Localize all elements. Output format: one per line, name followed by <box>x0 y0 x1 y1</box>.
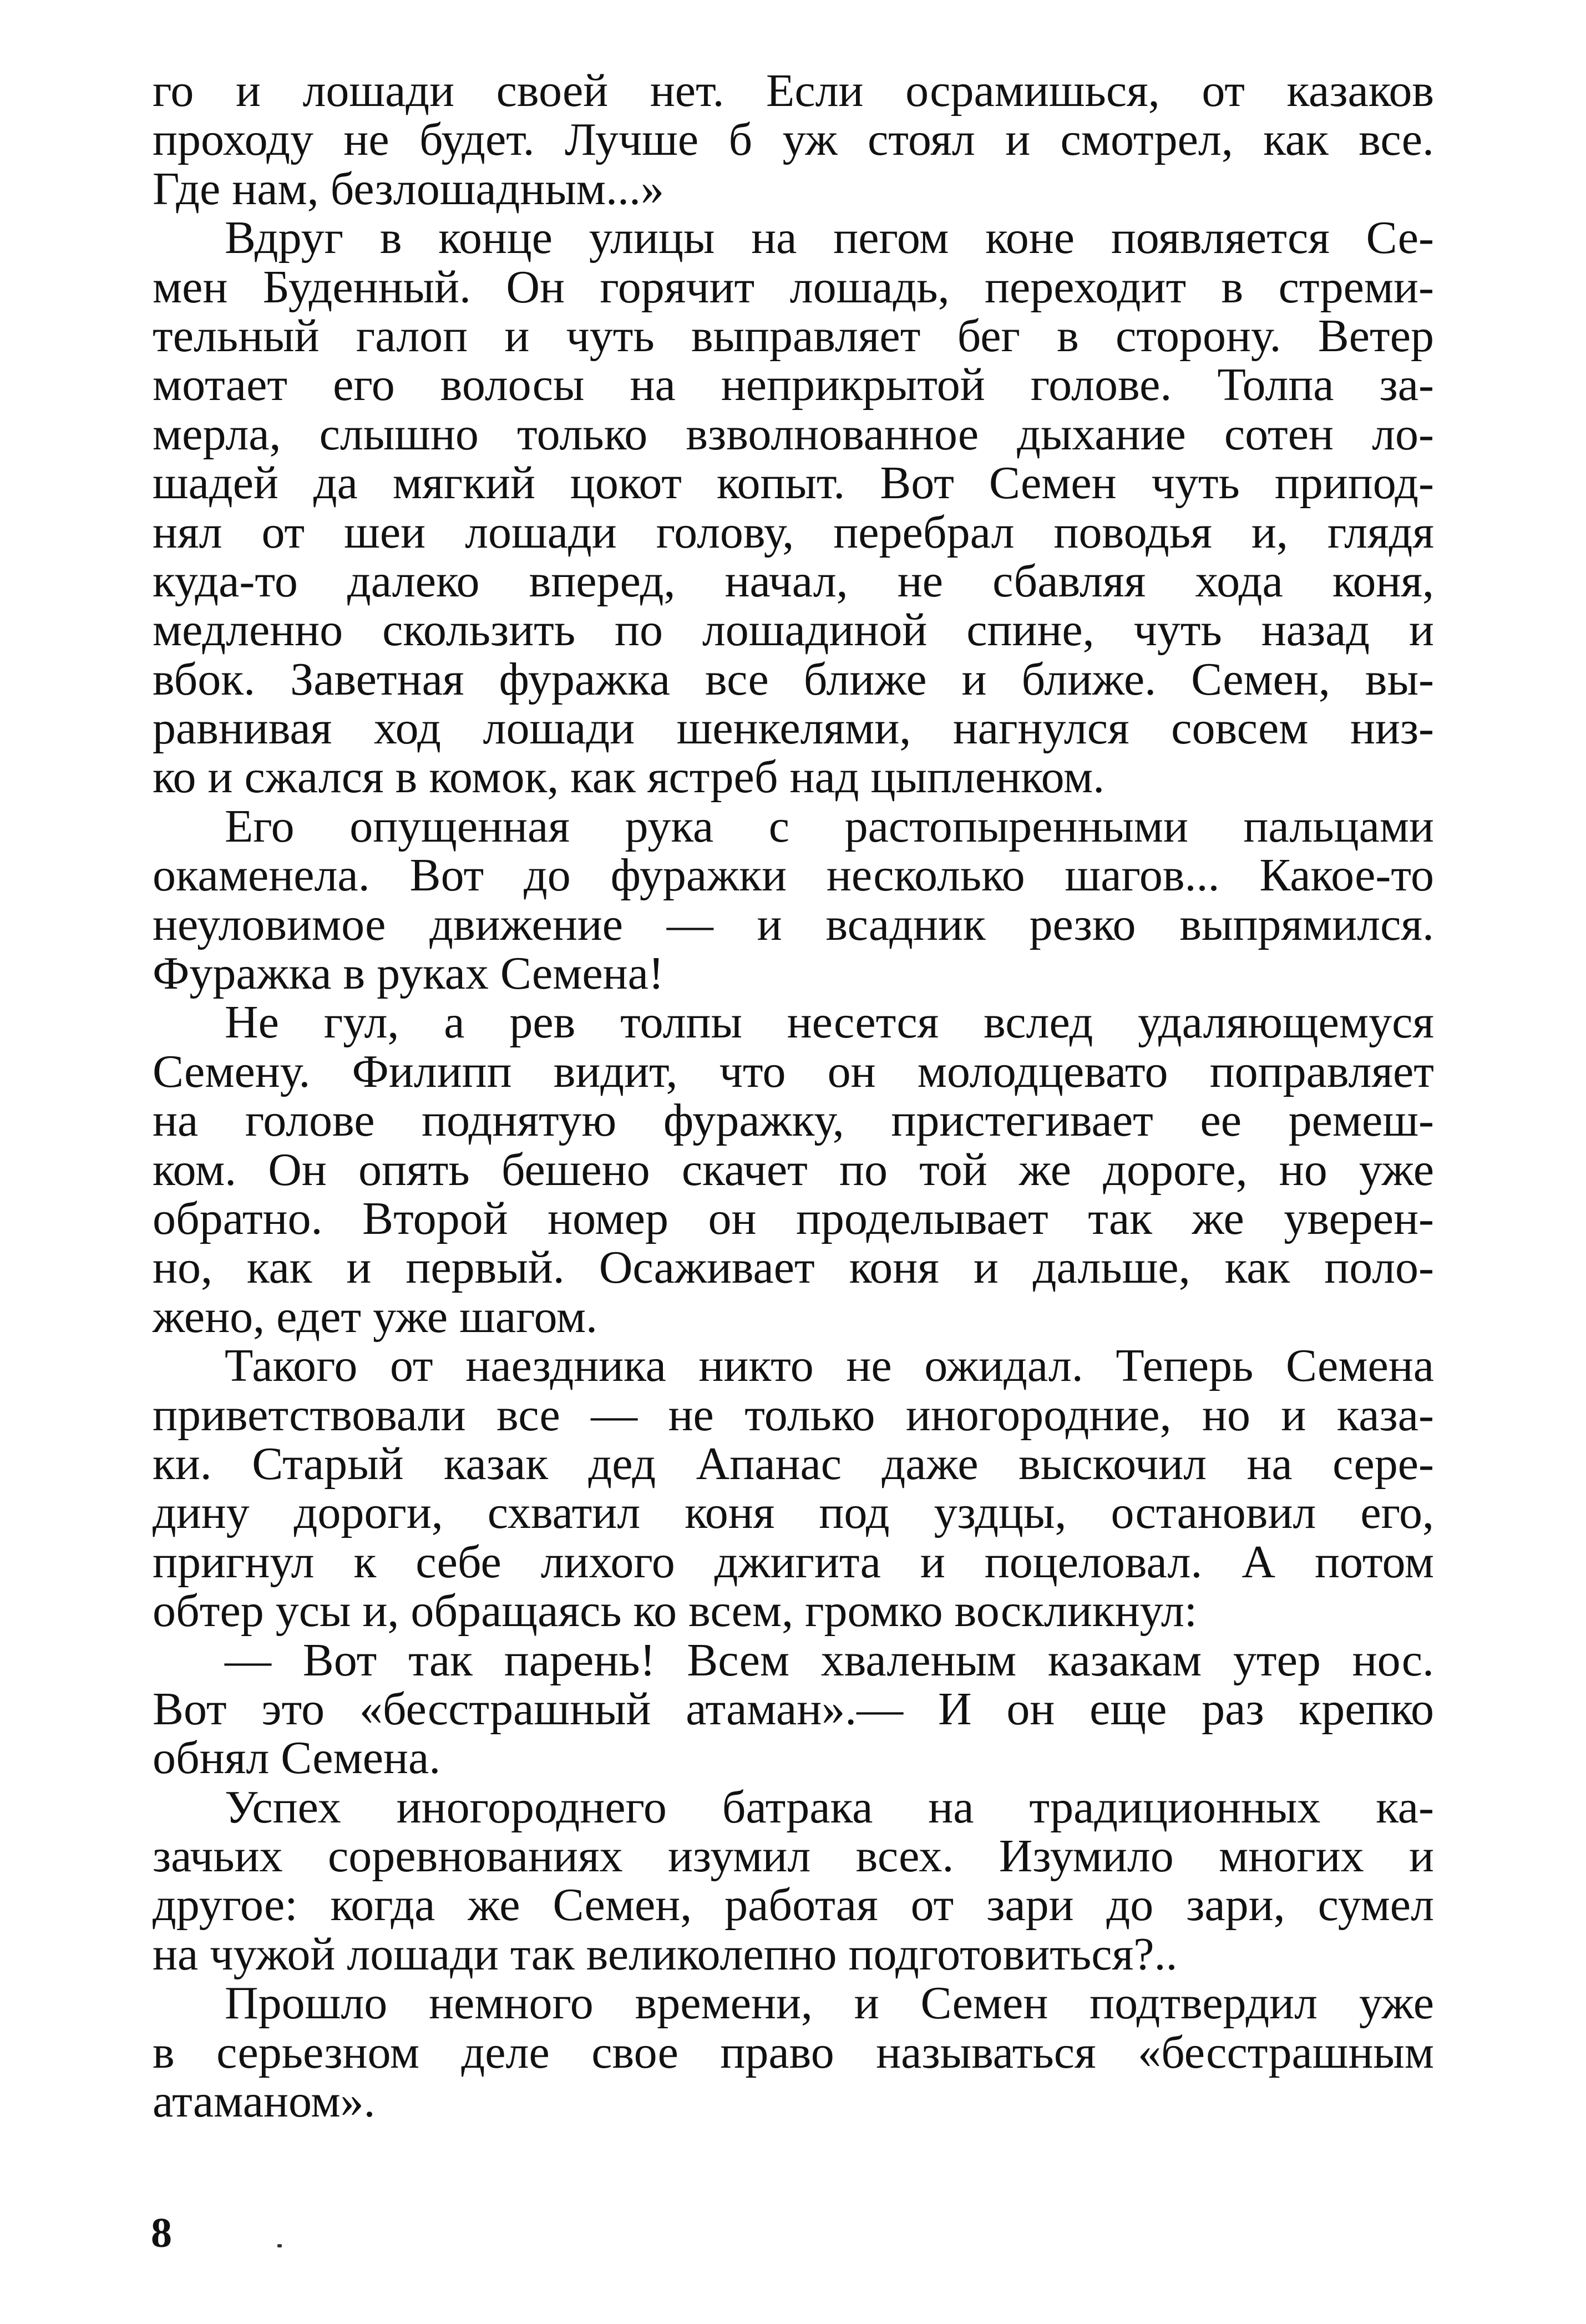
text-line: ком. Он опять бешено скачет по той же дороге, но уже <box>153 1143 1434 1196</box>
text-line: дину дороги, схватил коня под уздцы, остановил его, <box>153 1487 1434 1539</box>
text-line: шадей да мягкий цокот копыт. Вот Семен чуть припод- <box>153 457 1434 509</box>
text-line: Его опущенная рука с растопыренными пальцами <box>225 800 1434 852</box>
page-number: 8 <box>151 2210 172 2256</box>
text-line: мен Буденный. Он горячит лошадь, переходит в стреми- <box>153 261 1434 313</box>
text-line: обнял Семена. <box>153 1732 441 1784</box>
text-line: Фуражка в руках Семена! <box>153 948 664 1000</box>
paragraph <box>153 802 1434 999</box>
text-line: Прошло немного времени, и Семен подтвердил уже <box>225 1977 1434 2029</box>
text-line: Где нам, безлошадным...» <box>153 163 664 215</box>
text-line: Вот это «бесстрашный атаман».— И он еще раз крепко <box>153 1683 1434 1735</box>
text-line: приветствовали все — не только иногородние, но и каза- <box>153 1389 1434 1441</box>
text-line: Успех иногороднего батрака на традиционных ка- <box>225 1781 1434 1833</box>
text-line: неуловимое движение — и всадник резко выпрямился. <box>153 898 1434 950</box>
paragraph <box>153 998 1434 1341</box>
paragraph <box>153 1341 1434 1636</box>
text-line: зачьих соревнованиях изумил всех. Изумило многих и <box>153 1830 1434 1882</box>
paragraph <box>153 1783 1434 1979</box>
text-line: — Вот так парень! Всем хваленым казакам утер нос. <box>225 1634 1434 1686</box>
print-speck <box>277 2244 282 2247</box>
text-line: жено, едет уже шагом. <box>153 1290 598 1343</box>
text-line: пригнул к себе лихого джигита и поцеловал. А потом <box>153 1536 1434 1588</box>
text-line: на чужой лошади так великолепно подготовиться?.. <box>153 1928 1178 1980</box>
text-line: вбок. Заветная фуражка все ближе и ближе. Семен, вы- <box>153 653 1434 705</box>
text-line: другое: когда же Семен, работая от зари до зари, сумел <box>153 1879 1434 1931</box>
text-line: медленно скользить по лошадиной спине, чуть назад и <box>153 604 1434 656</box>
text-line: обтер усы и, обращаясь ко всем, громко воскликнул: <box>153 1585 1198 1637</box>
text-line: атаманом». <box>153 2075 376 2128</box>
paragraph <box>153 1979 1434 2126</box>
text-line: в серьезном деле свое право называться «бесстрашным <box>153 2026 1434 2078</box>
text-line: мотает его волосы на неприкрытой голове. Толпа за- <box>153 359 1434 411</box>
paragraph <box>153 214 1434 802</box>
text-line: окаменела. Вот до фуражки несколько шагов... Какое-то <box>153 849 1434 902</box>
text-line: на голове поднятую фуражку, пристегивает ее ремеш- <box>153 1095 1434 1147</box>
text-line: куда-то далеко вперед, начал, не сбавляя хода коня, <box>153 555 1434 607</box>
paragraph <box>153 1636 1434 1783</box>
text-line: Такого от наездника никто не ожидал. Теперь Семена <box>225 1340 1434 1392</box>
text-line: го и лошади своей нет. Если осрамишься, от казаков <box>153 65 1434 117</box>
text-line: Не гул, а рев толпы несется вслед удаляющемуся <box>225 996 1434 1049</box>
text-line: обратно. Второй номер он проделывает так же уверен- <box>153 1192 1434 1244</box>
text-line: но, как и первый. Осаживает коня и дальше, как поло- <box>153 1242 1434 1294</box>
text-line: ки. Старый казак дед Апанас даже выскочил на сере- <box>153 1437 1434 1490</box>
paragraph <box>153 67 1434 214</box>
body-text <box>153 67 1434 2126</box>
text-line: нял от шеи лошади голову, перебрал поводья и, глядя <box>153 506 1434 558</box>
text-line: Семену. Филипп видит, что он молодцевато поправляет <box>153 1045 1434 1097</box>
text-line: ко и сжался в комок, как ястреб над цыпленком. <box>153 751 1105 803</box>
text-line: проходу не будет. Лучше б уж стоял и смотрел, как все. <box>153 114 1434 166</box>
text-line: равнивая ход лошади шенкелями, нагнулся совсем низ- <box>153 702 1434 755</box>
text-line: тельный галоп и чуть выправляет бег в сторону. Ветер <box>153 310 1434 362</box>
text-line: Вдруг в конце улицы на пегом коне появляется Се- <box>225 212 1434 264</box>
text-line: мерла, слышно только взволнованное дыхание сотен ло- <box>153 408 1434 460</box>
